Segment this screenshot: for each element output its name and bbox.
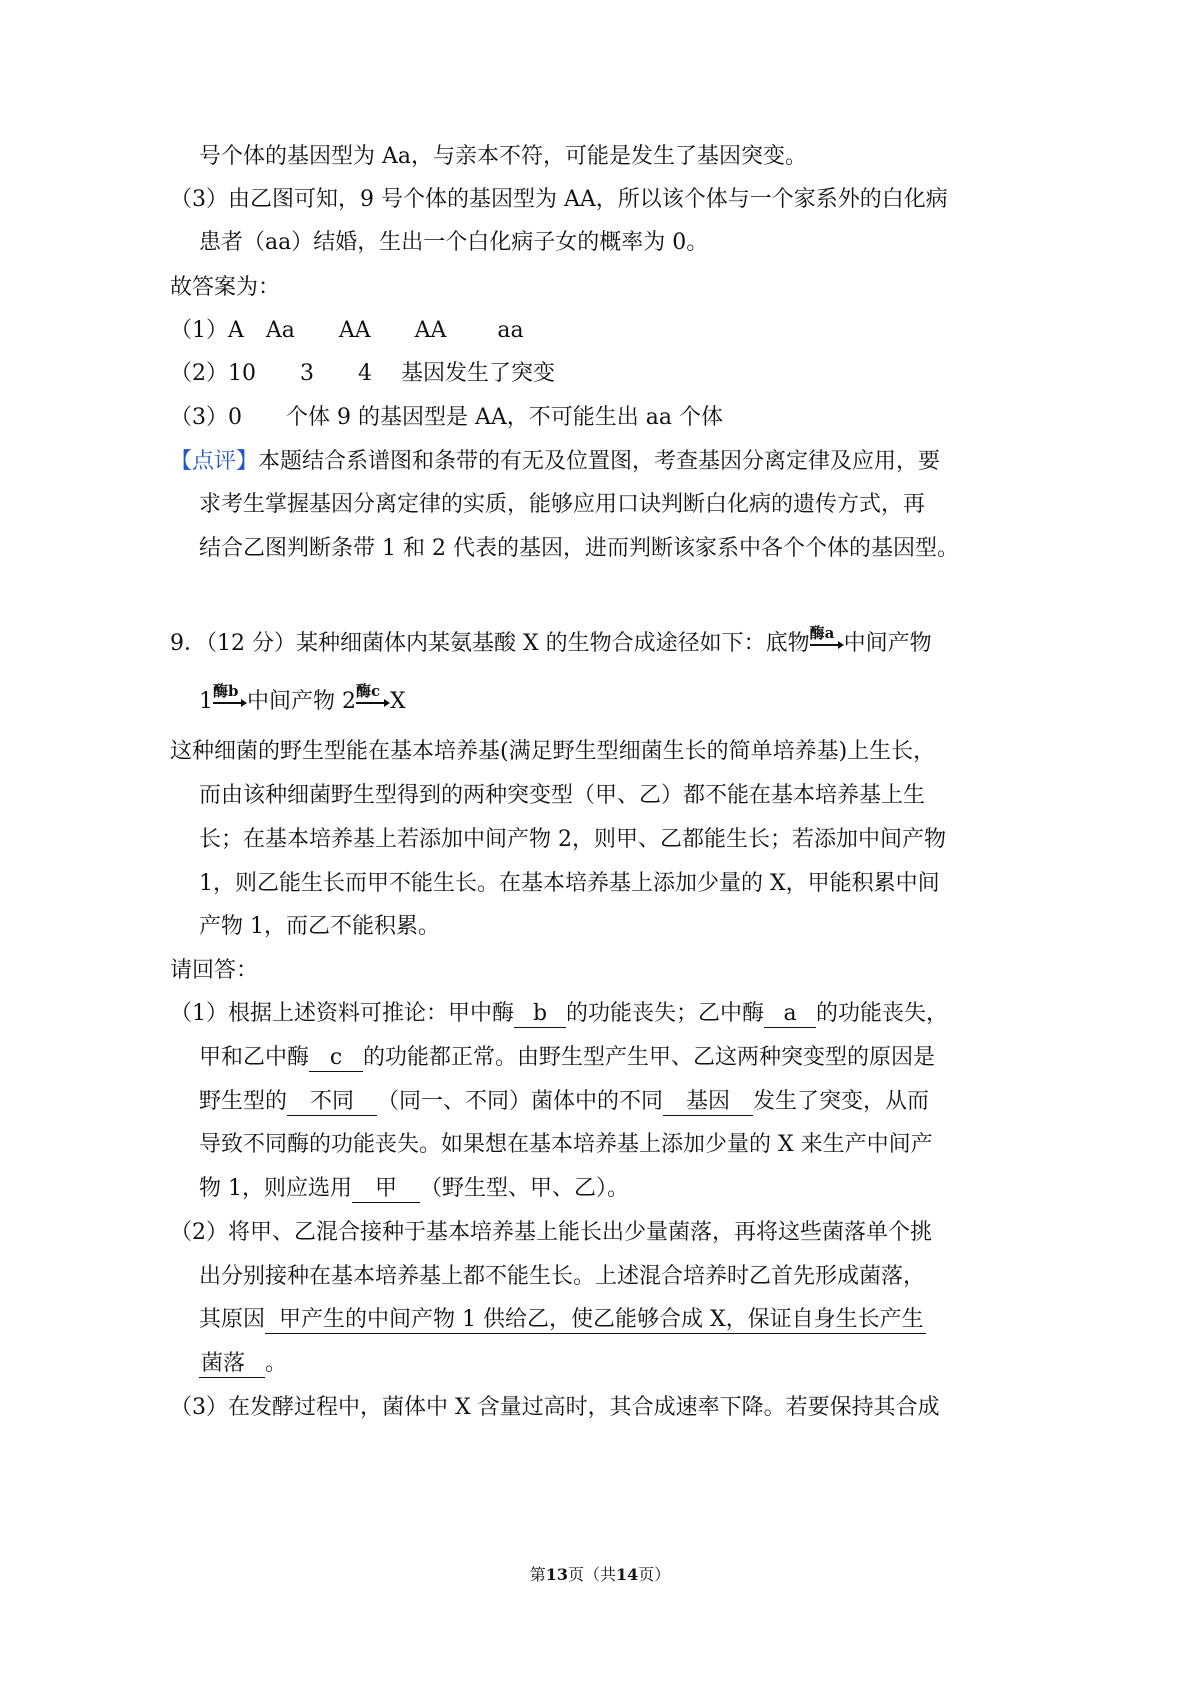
answer-blank: 甲产生的中间产物 1 供给乙，使乙能够合成 X，保证自身生长产生 (265, 1307, 926, 1334)
answer-line: （2）10 3 4 基因发生了突变 (170, 361, 555, 386)
q9-head-text: 9．（12 分）某种细菌体内某氨基酸 X 的生物合成途径如下：底物 (170, 631, 810, 656)
text-segment: （1）根据上述资料可推论：甲中酶 (170, 1001, 514, 1026)
enzyme-c-label: 酶c (356, 682, 381, 700)
q9-line2-start: 1 (199, 689, 213, 714)
text-line (199, 1043, 935, 1073)
text-segment: 的功能丧失， (816, 1001, 949, 1026)
text-line: 号个体的基因型为 Aa，与亲本不符，可能是发生了基因突变。 (199, 144, 807, 169)
text-segment: 其原因 (199, 1307, 266, 1332)
text-segment: 野生型的 (199, 1089, 288, 1114)
q9-product: X (390, 689, 406, 714)
text-line: 这种细菌的野生型能在基本培养基(满足野生型细菌生长的简单培养基)上生长， (170, 739, 936, 764)
text-line: 而由该种细菌野生型得到的两种突变型（甲、乙）都不能在基本培养基上生 (199, 783, 926, 808)
footer-text: 页（共 (567, 1565, 616, 1584)
text-line: 结合乙图判断条带 1 和 2 代表的基因，进而判断该家系中各个个体的基因型。 (199, 536, 959, 561)
question-9-head (170, 624, 932, 659)
enzyme-b-arrow (213, 682, 247, 717)
answer-blank: b (514, 1001, 566, 1028)
text-line (199, 1305, 926, 1335)
answer-blank: c (309, 1045, 363, 1072)
enzyme-a-label: 酶a (809, 624, 835, 642)
text-line: 导致不同酶的功能丧失。如果想在基本培养基上添加少量的 X 来生产中间产 (199, 1132, 933, 1157)
comment-tag: 【点评】 (170, 449, 259, 474)
text-segment: （同一、不同）菌体中的不同 (377, 1089, 664, 1114)
text-line: 患者（aa）结婚，生出一个白化病子女的概率为 0。 (199, 230, 709, 255)
text-line: 长；在基本培养基上若添加中间产物 2，则甲、乙都能生长；若添加中间产物 (199, 827, 946, 852)
text-line (199, 1087, 929, 1117)
page-footer (0, 1565, 1200, 1585)
text-segment: 甲和乙中酶 (199, 1045, 310, 1070)
text-line: 求考生掌握基因分离定律的实质，能够应用口诀判断白化病的遗传方式，再 (199, 492, 926, 517)
q9-mid1: 中间产物 (843, 631, 932, 656)
comment-line (170, 447, 940, 477)
enzyme-b-label: 酶b (213, 682, 239, 700)
enzyme-a-arrow (809, 624, 844, 659)
sub-question-2: （2）将甲、乙混合接种于基本培养基上能长出少量菌落，再将这些菌落单个挑 (170, 1220, 932, 1245)
text-segment: 发生了突变，从而 (753, 1089, 930, 1114)
text-segment: （野生型、甲、乙）。 (420, 1176, 630, 1201)
text-line (199, 1349, 287, 1379)
text-line: 请回答： (170, 958, 259, 983)
answer-blank: 不同 (287, 1089, 377, 1116)
sub-question-1 (170, 999, 948, 1029)
q9-mid2: 中间产物 2 (247, 689, 356, 714)
sub-question-3: （3）在发酵过程中，菌体中 X 含量过高时，其合成速率下降。若要保持其合成 (170, 1395, 940, 1420)
footer-text: 页） (638, 1565, 671, 1584)
enzyme-c-arrow (356, 682, 390, 717)
text-line: 出分别接种在基本培养基上都不能生长。上述混合培养时乙首先形成菌落， (199, 1264, 926, 1289)
answer-line: （3）0 个体 9 的基因型是 AA，不可能生出 aa 个体 (170, 405, 723, 430)
page-number: 13 (545, 1565, 568, 1584)
answer-line: （1）A Aa AA AA aa (170, 318, 524, 343)
text-line: 产物 1，而乙不能积累。 (199, 914, 440, 939)
text-segment: 的功能丧失；乙中酶 (566, 1001, 765, 1026)
arrow-icon (213, 702, 243, 704)
arrow-icon (810, 644, 840, 646)
text-line: 1，则乙能生长而甲不能生长。在基本培养基上添加少量的 X，甲能积累中间 (199, 871, 940, 896)
answer-blank: 甲 (352, 1176, 420, 1203)
text-line: 故答案为： (170, 275, 281, 300)
text-line (199, 1174, 629, 1204)
answer-blank: a (764, 1001, 816, 1028)
question-9-pathway (199, 682, 406, 717)
answer-blank: 基因 (663, 1089, 753, 1116)
text-line: （3）由乙图可知，9 号个体的基因型为 AA，所以该个体与一个家系外的白化病 (170, 187, 948, 212)
text-segment: 物 1，则应选用 (199, 1176, 352, 1201)
comment-text: 本题结合系谱图和条带的有无及位置图，考查基因分离定律及应用，要 (258, 449, 941, 474)
answer-blank: 菌落 (199, 1351, 265, 1378)
page-total: 14 (616, 1565, 639, 1584)
footer-text: 第 (529, 1565, 546, 1584)
text-segment: 。 (265, 1351, 288, 1376)
arrow-icon (356, 702, 386, 704)
text-segment: 的功能都正常。由野生型产生甲、乙这两种突变型的原因是 (363, 1045, 936, 1070)
